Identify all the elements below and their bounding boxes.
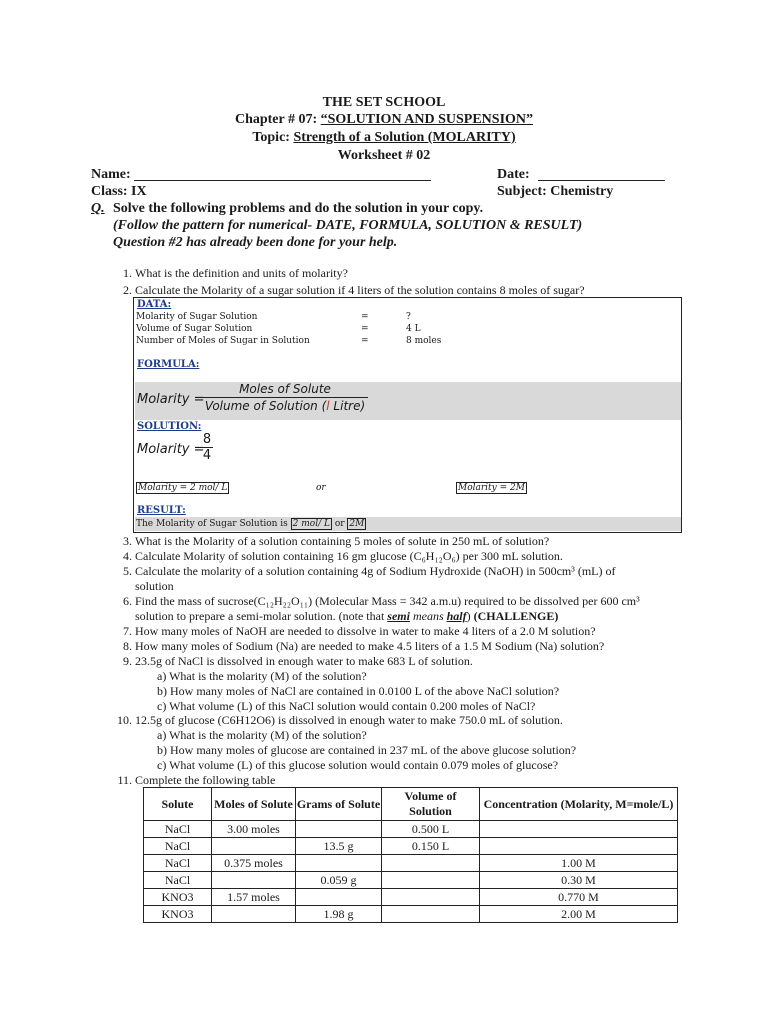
table-cell [382,906,480,923]
class-label: Class: IX [91,184,147,199]
table-cell: KNO3 [144,906,212,923]
answer-2 [456,482,527,494]
answer-2-text: Molarity = 2M [458,483,525,493]
formula-den-pre: Volume of Solution ( [204,399,327,413]
table-cell: 0.770 M [480,889,678,906]
question-10c: c) What volume (L) of this glucose solution would contain 0.079 moles of glucose? [157,758,559,772]
q4-text: Calculate Molarity of solution containing 16 gm glucose (C₆H₁₂O₆) per 300 mL solution. [135,549,563,563]
chapter-name: “SOLUTION AND SUSPENSION” [320,112,534,127]
date-line[interactable] [538,180,665,181]
table-cell [212,872,296,889]
table-cell: 3.00 moles [212,821,296,838]
worksheet-number: Worksheet # 02 [337,148,431,163]
question-6-cont [135,609,558,624]
table-row [144,821,678,838]
solution-fraction [201,432,213,463]
data-row-2-value: 4 L [406,324,421,334]
q5-text: Calculate the molarity of a solution containing 4g of Sodium Hydroxide (NaOH) in 500cm³ (mL) of [135,564,616,578]
data-label: DATA: [137,299,172,310]
q3-text: What is the Molarity of a solution containing 5 moles of solute in 250 mL of solution? [135,534,550,548]
challenge-tag: (CHALLENGE) [473,609,559,623]
table-cell [212,838,296,855]
header-concentration: Concentration (Molarity, M=mole/L) [480,788,678,821]
table-cell [296,821,382,838]
school-name: THE SET SCHOOL [322,95,446,110]
solution-numerator: 8 [202,432,212,447]
table-cell: NaCl [144,872,212,889]
topic-name: Strength of a Solution (MOLARITY) [293,130,516,145]
question-9c: c) What volume (L) of this NaCl solution would contain 0.200 moles of NaCl? [157,699,536,713]
molarity-table [143,787,678,923]
table-cell [382,855,480,872]
result-text [136,518,366,530]
q9-text: 23.5g of NaCl is dissolved in enough water to make 683 L of solution. [135,654,473,668]
q2-text: Calculate the Molarity of a sugar solution if 4 liters of the solution contains 8 moles of sugar? [135,283,585,297]
table-row [144,906,678,923]
table-cell: 1.57 moles [212,889,296,906]
data-row-3-label: Number of Moles of Sugar in Solution [136,336,310,346]
data-row-2-label: Volume of Sugar Solution [136,324,253,334]
header-moles: Moles of Solute [212,788,296,821]
solution-label: SOLUTION: [137,421,202,432]
header-volume: Volume of Solution [382,788,480,821]
table-cell: 13.5 g [296,838,382,855]
q8-text: How many moles of Sodium (Na) are needed to make 4.5 liters of a 1.5 M Sodium (Na) solution? [135,639,605,653]
header-solute: Solute [144,788,212,821]
q11-text: Complete the following table [135,773,276,787]
answer-or: or [316,483,326,493]
question-10a: a) What is the molarity (M) of the solution? [157,728,367,742]
formula-lhs: Molarity = [137,392,205,407]
date-label: Date: [497,167,530,182]
table-cell [480,821,678,838]
worked-example-box [133,297,682,533]
q6-number: 6. [123,594,132,608]
table-cell: NaCl [144,821,212,838]
table-row [144,838,678,855]
table-cell: KNO3 [144,889,212,906]
data-row-1-value: ? [406,312,411,322]
formula-den-post: Litre) [329,399,366,413]
q1-text: What is the definition and units of molarity? [135,266,348,280]
q7-number: 7. [123,624,132,638]
question-9a: a) What is the molarity (M) of the solution? [157,669,367,683]
result-label: RESULT: [137,505,186,516]
formula-fraction [202,382,368,413]
q4-number: 4. [123,549,132,563]
chapter-prefix: Chapter # 07: [234,112,321,127]
table-cell [382,889,480,906]
name-line[interactable] [134,180,431,181]
result-pre: The Molarity of Sugar Solution is [136,519,291,529]
answer-1 [136,482,229,494]
table-cell: NaCl [144,855,212,872]
subject-label: Subject: Chemistry [497,184,614,199]
q2-number: 2. [123,283,132,297]
table-cell: 0.30 M [480,872,678,889]
result-answer-1: 2 mol/ L [292,519,330,529]
chapter-title [0,111,768,128]
instruction-line3: Question #2 has already been done for your help. [113,235,398,250]
q1-number: 1. [123,266,132,280]
q6-text: Find the mass of sucrose(C₁₂H₂₂O₁₁) (Molecular Mass = 342 a.m.u) required to be dissolved per 600 cm³ [135,594,640,608]
topic-title [0,129,768,146]
table-header-row [144,788,678,821]
data-row-1-eq: = [361,312,369,322]
topic-prefix: Topic: [252,130,294,145]
q-label: Q. [91,201,105,216]
result-or: or [331,519,348,529]
question-5-cont: solution [135,579,174,593]
question-10b: b) How many moles of glucose are contained in 237 mL of the above glucose solution? [157,743,577,757]
table-row [144,889,678,906]
q10-number: 10. [117,713,132,727]
q6-semi: semi [387,609,410,623]
formula-den-mark: l [326,399,330,413]
instruction-line2: (Follow the pattern for numerical- DATE, FORMULA, SOLUTION & RESULT) [113,218,583,233]
table-cell: NaCl [144,838,212,855]
table-cell: 1.98 g [296,906,382,923]
q5-number: 5. [123,564,132,578]
formula-numerator: Moles of Solute [239,382,331,396]
table-cell [480,838,678,855]
q8-number: 8. [123,639,132,653]
data-row-2-eq: = [361,324,369,334]
q9-number: 9. [123,654,132,668]
data-row-3-eq: = [361,336,369,346]
q6-cont-post: ) [466,609,474,623]
q10-text: 12.5g of glucose (C6H12O6) is dissolved in enough water to make 750.0 mL of solution. [135,713,563,727]
formula-denominator [202,399,368,413]
table-cell: 2.00 M [480,906,678,923]
table-cell: 0.150 L [382,838,480,855]
solution-denominator: 4 [202,448,212,463]
q6-means: means [409,609,447,623]
formula-label: FORMULA: [137,359,200,370]
table-row [144,872,678,889]
table-cell: 1.00 M [480,855,678,872]
solution-lhs: Molarity = [137,442,205,457]
table-cell: 0.500 L [382,821,480,838]
table-cell: 0.375 moles [212,855,296,872]
result-answer-2: 2M [349,519,365,529]
question-9b: b) How many moles of NaCl are contained in 0.0100 L of the above NaCl solution? [157,684,560,698]
formula-bar [202,397,368,398]
answer-1-text: Molarity = 2 mol/ L [138,483,228,493]
header-grams: Grams of Solute [296,788,382,821]
data-row-1-label: Molarity of Sugar Solution [136,312,258,322]
table-cell [296,855,382,872]
name-label: Name: [91,167,131,182]
table-cell [382,872,480,889]
data-row-3-value: 8 moles [406,336,442,346]
table-cell: 0.059 g [296,872,382,889]
q3-number: 3. [123,534,132,548]
q11-number: 11. [117,773,132,787]
table-row [144,855,678,872]
table-cell [212,906,296,923]
q6-half: half [446,609,467,623]
table-cell [296,889,382,906]
q6-cont-pre: solution to prepare a semi-molar solution. (note that [135,609,388,623]
q7-text: How many moles of NaOH are needed to dissolve in water to make 4 liters of a 2.0 M solution? [135,624,596,638]
instruction-line1: Solve the following problems and do the solution in your copy. [113,201,484,216]
